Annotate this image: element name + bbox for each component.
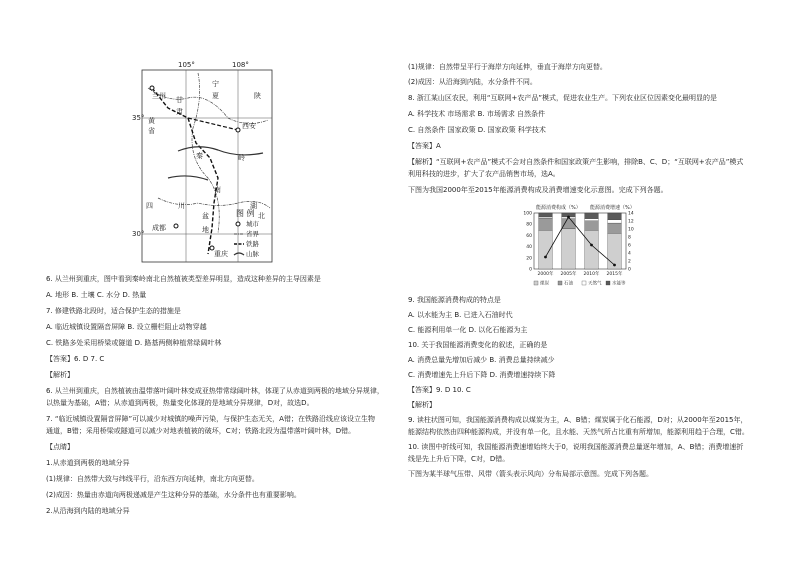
place-chuan: 川 <box>178 202 185 210</box>
place-xia: 夏 <box>212 92 219 100</box>
bar-segment <box>585 213 599 219</box>
r-cause: (2)成因：从沿海到内陆，水分条件不同。 <box>408 78 537 86</box>
legend-label: 水能等 <box>612 281 626 287</box>
place-shaan: 陕 <box>254 92 261 100</box>
growth-line <box>546 217 615 265</box>
railway-map <box>132 58 278 268</box>
q8-options-cd: C. 自然条件 国家政策 D. 国家政策 科学技术 <box>408 126 546 134</box>
key-point-2: 2.从沿海到内陆的地域分异 <box>46 507 130 515</box>
place-hu: 湖 <box>250 202 257 210</box>
next-figure-intro: 下图为某半球气压带、风带（箭头表示风向）分布局部示意图。完成下列各题。 <box>408 470 653 478</box>
y-left-tick: 40 <box>526 245 532 251</box>
q10-stem: 10. 关于我国能源消费变化的叙述，正确的是 <box>408 341 548 349</box>
r-rule: (1)规律：自然带呈平行于海岸方向延伸，垂直于海岸方向更替。 <box>408 63 607 71</box>
q7-options-ab: A. 临近城镇设置隔音屏障 B. 设立栅栏阻止动物穿越 <box>46 323 207 331</box>
mountain-daba <box>168 176 208 180</box>
analysis-9-line2: 能源结构依然由四种能源构成，并没有单一化，且水能、天然气所占比重有所增加，能源利用趋于合理，C错。 <box>408 428 749 436</box>
bar-segment <box>562 229 576 269</box>
q10-options-ab: A. 消费总量先增加后减少 B. 消费总量持续减少 <box>408 356 555 364</box>
mountain-qinling <box>178 147 263 155</box>
answer-9-10: 【答案】9. D 10. C <box>408 386 471 394</box>
growth-point <box>567 216 570 219</box>
bar-segment <box>585 219 599 221</box>
bar-segment <box>608 220 622 223</box>
bar-segment <box>539 218 553 230</box>
q7-options-cd: C. 铁路多处采用桥梁或隧道 D. 路基两侧种植常绿阔叶林 <box>46 339 222 347</box>
bar-segment <box>608 223 622 233</box>
place-chengdu: 成都 <box>152 224 166 232</box>
q10-options-cd: C. 消费增速先上升后下降 D. 消费增速持续下降 <box>408 371 556 379</box>
x-tick-label: 2000年 <box>537 272 554 277</box>
bar-segment <box>539 213 553 217</box>
bar-segment <box>608 213 622 220</box>
lon-label-105: 105° <box>178 61 195 69</box>
place-su: 肃 <box>176 108 183 116</box>
growth-point <box>544 256 547 259</box>
x-tick-label: 2015年 <box>606 272 623 277</box>
chart-intro: 下图为我国2000年至2015年能源消费构成及消费增速变化示意图。完成下列各题。 <box>408 186 668 194</box>
legend-city-icon <box>236 222 240 226</box>
y-left-tick: 0 <box>529 267 532 273</box>
q9-options-ab: A. 以水能为主 B. 已进入石油时代 <box>408 311 513 319</box>
q8-stem: 8. 浙江某山区农民，利用“互联网+农产品”模式，促进农业生产。下列农业区位因素变化最明显的是 <box>408 94 718 102</box>
lat-label-35: 35° <box>132 114 145 122</box>
city-xian <box>236 128 240 132</box>
railway-branch <box>188 118 238 130</box>
y-right-tick: 8 <box>628 235 631 241</box>
y-left-tick: 100 <box>523 211 532 217</box>
legend-border: 省界 <box>246 230 259 238</box>
place-pen: 盆 <box>202 212 209 220</box>
place-ning: 宁 <box>212 80 219 88</box>
place-di: 地 <box>202 226 209 234</box>
x-tick-label: 2005年 <box>560 272 577 277</box>
place-sheng: 省 <box>148 127 155 135</box>
place-huang: 黄 <box>148 117 155 125</box>
y-right-tick: 0 <box>628 267 631 273</box>
answer-6-7: 【答案】6. D 7. C <box>46 355 105 363</box>
bar-segment <box>539 217 553 218</box>
legend-mountain-icon <box>234 253 244 255</box>
q9-options-cd: C. 能源利用单一化 D. 以化石能源为主 <box>408 326 528 334</box>
place-xian: 西安 <box>242 122 256 130</box>
place-gan: 甘 <box>176 96 183 104</box>
legend-railway: 铁路 <box>246 240 259 248</box>
place-lanzhou: 兰州 <box>152 92 166 100</box>
analysis-8-line2: 利用科技的进步，扩大了农产品销售市场，选A。 <box>408 170 560 178</box>
q6-options: A. 地形 B. 土壤 C. 水分 D. 热量 <box>46 291 147 299</box>
analysis-8-line1: 【解析】“互联网+农产品”模式不会对自然条件和国家政策产生影响，排除B、C、D；“互联网+农产品”模式 <box>408 158 744 166</box>
analysis-7-line1: 7. “临近城镇设置隔音屏障”可以减少对城镇的噪声污染，与保护生态无关，A错；在铁路沿线应该设立生物 <box>46 415 375 423</box>
key-point-1: 1.从赤道到两极的地域分异 <box>46 459 130 467</box>
y-right-tick: 6 <box>628 243 631 249</box>
y-right-tick: 14 <box>628 211 634 217</box>
answer-8: 【答案】A <box>408 142 441 150</box>
place-ling: 岭 <box>238 154 245 162</box>
place-nan: 南 <box>214 186 221 194</box>
chart-title-left: 能源消费构成（%） <box>536 205 581 211</box>
growth-point <box>590 244 593 247</box>
legend-swatch <box>606 281 610 285</box>
analysis-6-line2: 以热量为基础，A错；从赤道到两极，热量变化体现的是地域分异规律，D对，故选D。 <box>46 399 314 407</box>
q8-options-ab: A. 科学技术 市场需求 B. 市场需求 自然条件 <box>408 110 546 118</box>
q9-stem: 9. 我国能源消费构成的特点是 <box>408 296 501 304</box>
place-si: 四 <box>146 202 153 210</box>
bar-segment <box>585 221 599 231</box>
legend-label: 煤炭 <box>540 281 549 287</box>
lon-label-108: 108° <box>232 61 249 69</box>
y-left-tick: 20 <box>526 256 532 262</box>
lat-label-30: 30° <box>132 230 145 238</box>
energy-chart <box>518 203 648 293</box>
city-lanzhou <box>150 86 154 90</box>
q6-stem: 6. 从兰州到重庆，图中看到秦岭南北自然植被类型差异明显，造成这种差异的主导因素是 <box>46 275 321 283</box>
y-right-tick: 4 <box>628 251 631 257</box>
y-left-tick: 80 <box>526 222 532 228</box>
key-point-heading: 【点睛】 <box>46 443 74 451</box>
y-left-tick: 60 <box>526 233 532 239</box>
analysis-7-line2: 通道，B错；采用桥梁或隧道可以减少对地表植被的破坏，C对；铁路北段为温带落叶阔叶林，D错。 <box>46 427 356 435</box>
legend-title: 图 例 <box>236 209 255 218</box>
legend-swatch <box>582 281 586 285</box>
city-chengdu <box>174 224 178 228</box>
bar-segment <box>562 219 576 229</box>
x-tick-label: 2010年 <box>583 272 600 277</box>
analysis-heading: 【解析】 <box>46 371 74 379</box>
q7-stem: 7. 修建铁路北段时，适合保护生态的措施是 <box>46 307 181 315</box>
legend-swatch <box>558 281 562 285</box>
place-qin: 秦 <box>196 152 203 160</box>
bar-segment <box>539 230 553 269</box>
place-bei: 北 <box>258 212 265 220</box>
analysis-10-line2: 线是先上升后下降，C对，D错。 <box>408 455 510 463</box>
growth-point <box>613 264 616 267</box>
key-point-1-cause: (2)成因：热量由赤道向两极递减是产生这种分异的基础，水分条件也有重要影响。 <box>46 491 301 499</box>
analysis-10-line1: 10. 读图中折线可知，我国能源消费速增始终大于0，说明我国能源消费总量逐年增加，A、B错；消费增速折 <box>408 443 744 451</box>
chart-title-right: 能源消费增速（%） <box>590 205 635 211</box>
legend-swatch <box>534 281 538 285</box>
legend-label: 天然气 <box>588 281 602 287</box>
legend-city: 城市 <box>246 220 259 228</box>
analysis-9-line1: 9. 读柱状图可知，我国能源消费构成以煤炭为主，A、B错；煤炭属于化石能源，D对；从2000年至2015年， <box>408 416 748 424</box>
analysis-6-line1: 6. 从兰州到重庆，自然植被由温带落叶阔叶林变成亚热带常绿阔叶林，体现了从赤道到两极的地域分异规律， <box>46 387 384 395</box>
legend-mountain: 山脉 <box>246 250 259 258</box>
key-point-1-rule: (1)规律：自然带大致与纬线平行，沿东西方向延伸，南北方向更替。 <box>46 475 259 483</box>
analysis-heading-2: 【解析】 <box>408 401 436 409</box>
place-chongqing: 重庆 <box>214 250 228 258</box>
y-right-tick: 10 <box>628 227 634 233</box>
legend-label: 石油 <box>564 281 573 287</box>
y-right-tick: 2 <box>628 259 631 265</box>
y-right-tick: 12 <box>628 219 634 225</box>
